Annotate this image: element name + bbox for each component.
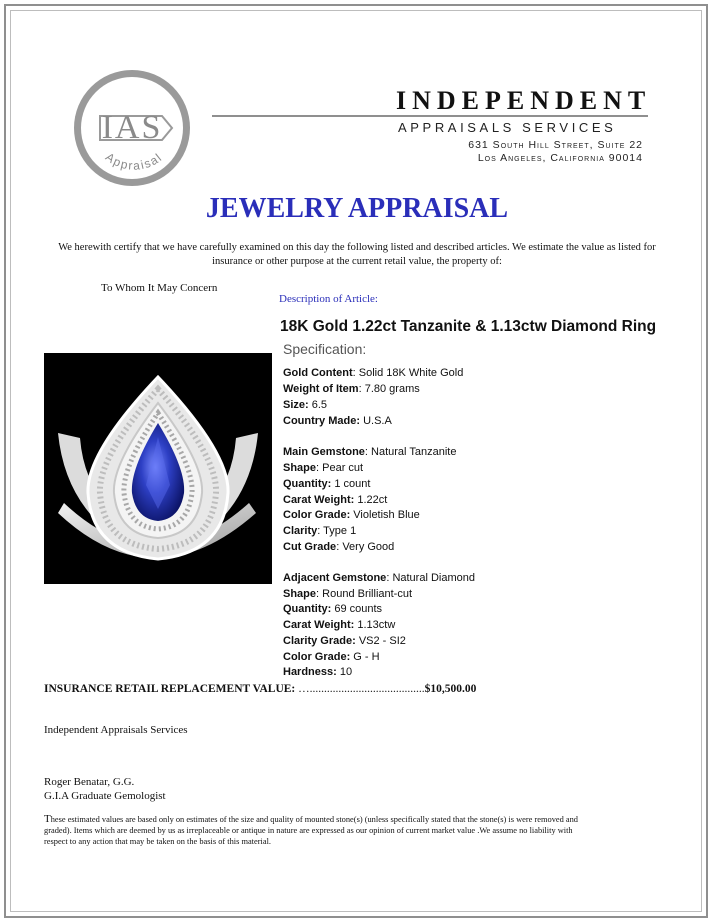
spec-line: Adjacent Gemstone: Natural Diamond bbox=[283, 572, 475, 584]
appraiser-name: Roger Benatar, G.G. bbox=[44, 776, 135, 788]
recipient: To Whom It May Concern bbox=[101, 282, 218, 294]
spec-line: Carat Weight: 1.13ctw bbox=[283, 619, 396, 631]
signature-company: Independent Appraisals Services bbox=[44, 724, 188, 736]
company-subtitle: APPRAISALS SERVICES bbox=[398, 120, 617, 135]
spec-line: Shape: Round Brilliant-cut bbox=[283, 588, 413, 600]
ias-logo bbox=[70, 66, 194, 190]
logo-caption: Appraisal bbox=[102, 149, 166, 173]
spec-line: Weight of Item: 7.80 grams bbox=[283, 383, 420, 395]
spec-line: Clarity Grade: VS2 - SI2 bbox=[283, 635, 406, 647]
spec-line: Clarity: Type 1 bbox=[283, 525, 357, 537]
replacement-value-dots: …........................................ bbox=[298, 683, 425, 695]
address-line-1: 631 South Hill Street, Suite 22 bbox=[468, 139, 643, 151]
spec-line: Quantity: 69 counts bbox=[283, 603, 383, 615]
spec-line: Shape: Pear cut bbox=[283, 462, 364, 474]
specification-label: Specification: bbox=[283, 341, 367, 357]
replacement-value-amount: $10,500.00 bbox=[424, 683, 477, 695]
spec-line: Size: 6.5 bbox=[283, 399, 328, 411]
ring-photo bbox=[44, 353, 272, 584]
spec-line: Gold Content: Solid 18K White Gold bbox=[283, 367, 464, 379]
appraiser-title: G.I.A Graduate Gemologist bbox=[44, 790, 166, 802]
spec-line: Hardness: 10 bbox=[283, 666, 353, 678]
spec-line: Main Gemstone: Natural Tanzanite bbox=[283, 446, 457, 458]
disclaimer: These estimated values are based only on estimates of the size and quality of mounted stone(s) (unless specifically stated that the stone(s) is were removed and graded). Items which are deemed by us as irreplaceable or antique in nature are expressed as our opinion of current market value .We assume no liability with respect to any action that may be taken on the basis of this material. bbox=[44, 813, 578, 847]
spec-line: Color Grade: Violetish Blue bbox=[283, 509, 420, 521]
spec-line: Carat Weight: 1.22ct bbox=[283, 494, 388, 506]
spec-line: Cut Grade: Very Good bbox=[283, 541, 395, 553]
spec-line: Color Grade: G - H bbox=[283, 651, 380, 663]
address-line-2: Los Angeles, California 90014 bbox=[477, 152, 643, 164]
replacement-value-label: INSURANCE RETAIL REPLACEMENT VALUE: bbox=[44, 683, 296, 695]
header-divider bbox=[212, 115, 648, 117]
spec-line: Country Made: U.S.A bbox=[283, 415, 392, 427]
description-label: Description of Article: bbox=[279, 293, 378, 305]
item-title: 18K Gold 1.22ct Tanzanite & 1.13ctw Diamond Ring bbox=[280, 318, 657, 335]
company-name: INDEPENDENT bbox=[396, 86, 652, 115]
certification-intro: We herewith certify that we have carefully examined on this day the following listed and described articles. We estimate the value as listed for insurance or other purpose at the current retail value, the property of: bbox=[58, 242, 656, 267]
document-title: JEWELRY APPRAISAL bbox=[205, 193, 509, 224]
spec-line: Quantity: 1 count bbox=[283, 478, 371, 490]
replacement-value bbox=[44, 683, 476, 695]
logo-monogram: IAS bbox=[101, 109, 163, 146]
